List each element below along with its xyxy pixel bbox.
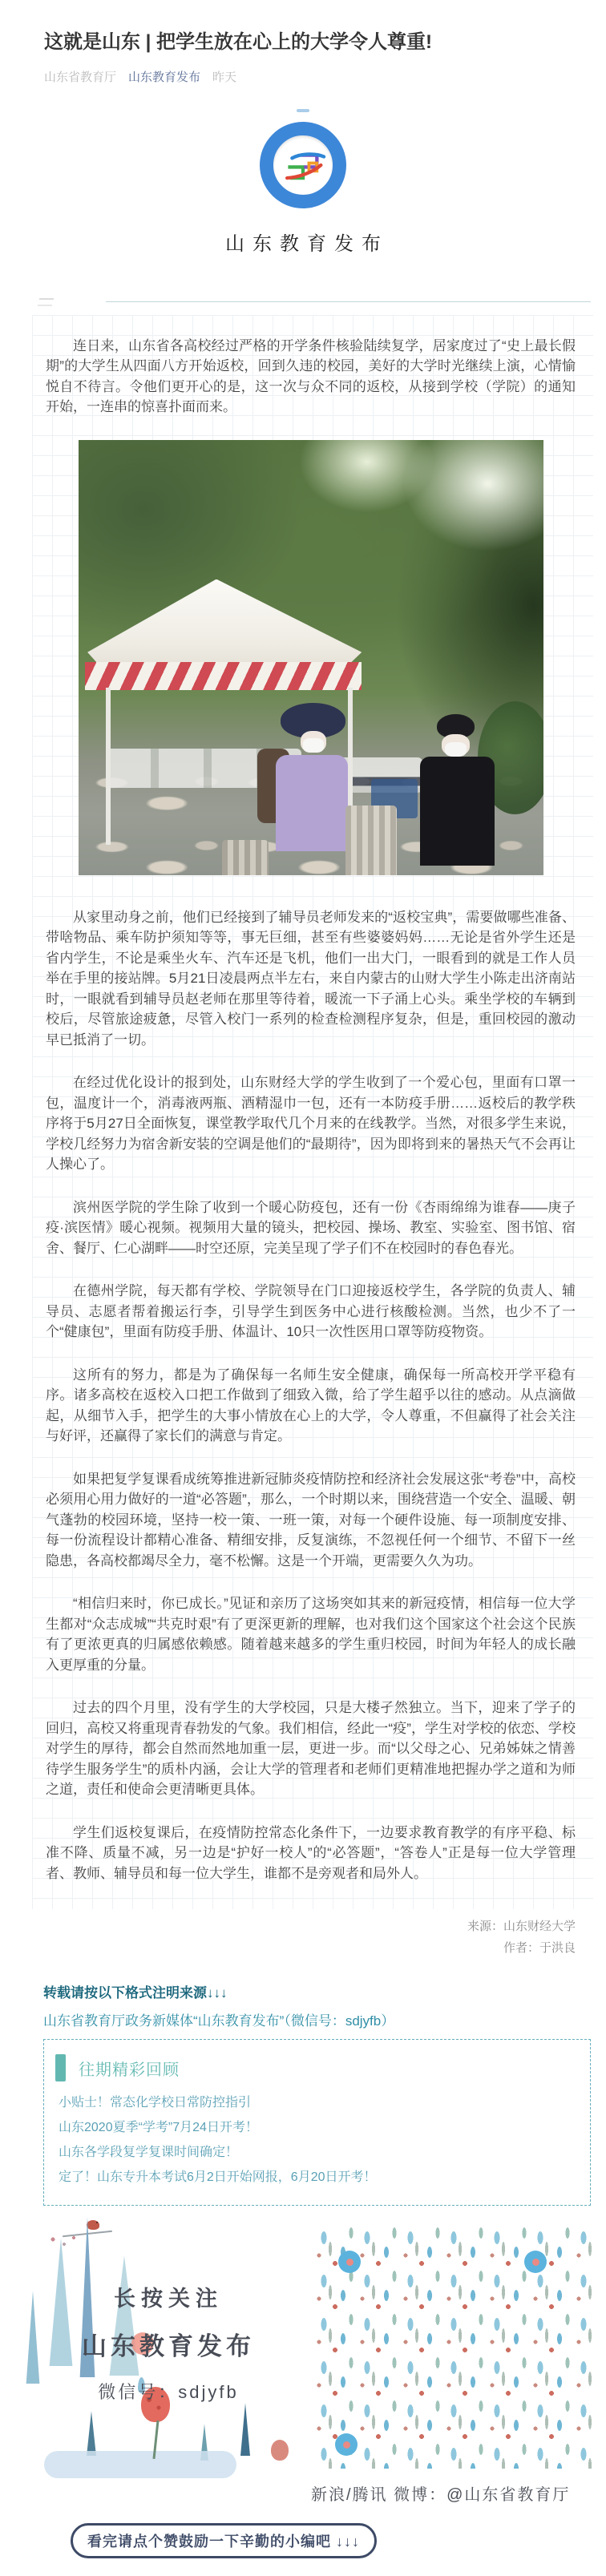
- byline-time: 昨天: [212, 70, 237, 84]
- photo-tent-canopy: [87, 579, 362, 671]
- grass-decor: [240, 2403, 250, 2456]
- recap-link[interactable]: 山东2020夏季“学考”7月24日开考！: [59, 2121, 258, 2135]
- recap-link[interactable]: 定了！山东专升本考试6月2日开始网报，6月20日开考！: [59, 2170, 377, 2185]
- photo-face-mask: [445, 742, 467, 757]
- weibo-account-line: 新浪/腾讯 微博：@山东省教育厅: [311, 2486, 571, 2505]
- recap-accent-bar: [55, 2054, 66, 2081]
- qr-finder-circle: [335, 2433, 358, 2456]
- small-flower: [271, 2440, 289, 2461]
- byline: [44, 68, 574, 85]
- article-paragraph: 这所有的努力，都是为了确保每一名师生安全健康，确保每一所高校开学平稳有序。诸多高校在返校入口把工作做到了细致入微，给了学生超乎以往的感动。从点滴做起，从细节入手，把学生的大事小情放在心上的大学，令人尊重，不但赢得了社会关注与好评，还赢得了家长们的满意与肯定。: [46, 1367, 576, 1444]
- qr-finder-circle: [338, 2251, 361, 2273]
- qr-code-illustration[interactable]: [314, 2227, 592, 2469]
- photo-suitcase: [222, 840, 269, 874]
- account-logo: [260, 122, 346, 208]
- article-paragraph: 滨州医学院的学生除了收到一个暖心防疫包，还有一份《杏雨绵绵为谁春——庚子疫·滨医情》暖心视频。视频用大量的镜头，把校园、操场、教室、实验室、图书馆、宿舍、餐厅、仁心湖畔——时空还原，完美呈现了学子们不在校园时的春色春光。: [46, 1199, 576, 1256]
- ground-decor: [44, 2451, 236, 2478]
- article-paragraph: 从家里动身之前，他们已经接到了辅导员老师发来的“返校宝典”，需要做哪些准备、带啥物品、乘车防护须知等等，事无巨细，甚至有些婆婆妈妈……无论是省外学生还是省内学生，不论是乘坐火车、汽车还是飞机，他们一出大门，一眼看到的就是工作人员举在手里的接站牌。5月21日凌晨两点半左右，来自内蒙古的山财大学生小陈走出济南站时，一眼就看到辅导员赵老师在那里等待着，暖流一下子涌上心头。乘坐学校的车辆到校后，尽管旅途疲惫，尽管入校门一系列的检查检测程序复杂，但是，重回校园的激动早已抵消了一切。: [46, 909, 576, 1048]
- follow-title: 长按关注: [114, 2287, 223, 2312]
- article-paragraph: 在经过优化设计的报到处，山东财经大学的学生收到了一个爱心包，里面有口罩一包，温度计一个，消毒液两瓶、酒精湿巾一包，还有一本防疫手册……返校后的教学秩序将于5月27日全面恢复，课堂教学取代几个月来的在线教学。当然，对很多学生来说，学校几经努力为宿舍新安装的空调是他们的“最期待”，因为即将到来的暑热天气不会再让人操心了。: [46, 1075, 576, 1173]
- article-header: [0, 0, 606, 85]
- photo-suitcase: [345, 806, 397, 875]
- byline-source[interactable]: 山东省教育厅: [44, 70, 117, 84]
- byline-account-link[interactable]: 山东教育发布: [128, 70, 201, 84]
- divider-line: [106, 301, 591, 302]
- logo-top-dash: [297, 109, 309, 112]
- photo-tent-valance: [85, 662, 362, 690]
- photo-student-boy: [420, 757, 495, 866]
- page-title: 这就是山东 | 把学生放在心上的大学令人尊重!: [44, 31, 433, 53]
- qr-finder-circle: [524, 2251, 547, 2273]
- article-body: [32, 315, 593, 1910]
- logo-s-mark: [278, 140, 328, 190]
- grass-decor: [87, 2411, 96, 2456]
- account-logo-block: [0, 109, 606, 256]
- like-prompt-pill: 看完请点个赞鼓励一下辛勤的小编吧 ↓↓↓: [71, 2523, 377, 2558]
- follow-wechat-id: 微信号：sdjyfb: [98, 2382, 239, 2403]
- buds-decor: [48, 2235, 80, 2251]
- article-photo: [79, 440, 543, 875]
- article-credits: [0, 1916, 576, 1959]
- recap-title: 往期精彩回顾: [79, 2061, 180, 2079]
- article-paragraph: 连日来，山东省各高校经过严格的开学条件核验陆续复学，居家度过了“史上最长假期”的大学生从四面八方开始返校，回到久违的校园，美好的大学时光继续上演，心情愉悦自不待言。令他们更开心的是，这一次与众不同的返校，从接到学校（学院）的通知开始，一连串的惊喜扑面而来。: [46, 337, 576, 415]
- article-paragraph: 学生们返校复课后，在疫情防控常态化条件下，一边要求教育教学的有序平稳、标准不降、质量不减，另一边是“护好一校人”的“必答题”，“答卷人”正是每一位大学管理者、教师、辅导员和每一位大学生，谁都不是旁观者和局外人。: [46, 1824, 576, 1881]
- section-divider: [0, 297, 606, 305]
- repost-section: [43, 1981, 591, 2029]
- recap-box: [43, 2039, 591, 2206]
- article-paragraph: 在德州学院，每天都有学校、学院领导在门口迎接返校学生，各学院的负责人、辅导员、志愿者帮着搬运行李，引导学生到医务中心进行核酸检测。当然，也少不了一个“健康包”，里面有防疫手册、体温计、10只一次性医用口罩等防疫物资。: [46, 1283, 576, 1340]
- divider-mark: [38, 298, 54, 306]
- recap-title-row: [55, 2054, 579, 2081]
- article-paragraph: 过去的四个月里，没有学生的大学校园，只是大楼孑然独立。当下，迎来了学子的回归，高校又将重现青春勃发的气象。我们相信，经此一“疫”，学生对学校的依恋、学校对学生的厚待，都会自然而然地加重一层，更进一步。而“以父母之心、兄弟姊妹之情善待学生服务学生”的质朴内涵，会让大学的管理者和老师们更精准地把握办学之道和为师之道，责任和使命会更清晰更具体。: [46, 1700, 576, 1798]
- repost-notice: 转载请按以下格式注明来源↓↓↓: [43, 1985, 228, 2001]
- photo-student-girl: [276, 755, 348, 850]
- follow-account-name: 山东教育发布: [82, 2332, 255, 2361]
- logo-caption: 山东教育发布: [225, 232, 389, 255]
- credit-source: 来源：山东财经大学: [467, 1920, 576, 1934]
- repost-format: 山东省教育厅政务新媒体“山东教育发布”（微信号：sdjyfb）: [43, 2013, 395, 2029]
- credit-author: 作者：于洪良: [503, 1941, 576, 1956]
- article-paragraph: 如果把复学复课看成统筹推进新冠肺炎疫情防控和经济社会发展这张“考卷”中，高校必须用心用力做好的一道“必答题”，那么，一个时期以来，围绕营造一个安全、温暖、朝气蓬勃的校园环境，坚持一校一策、一班一策，对每一个硬件设施、每一项制度安排、每一份流程设计都精心准备、精细安排，反复演练，不忽视任何一个细节、不留下一丝隐患，各高校都竭尽全力，毫不松懈。这是一个开端，更需要久久为功。: [46, 1471, 576, 1569]
- recap-link[interactable]: 山东各学段复学复课时间确定！: [59, 2146, 239, 2160]
- follow-banner: [0, 2214, 606, 2512]
- photo-tent-leg: [106, 688, 111, 844]
- photo-face-mask: [303, 738, 324, 752]
- article-paragraph: “相信归来时，你已成长。”见证和亲历了这场突如其来的新冠疫情，相信每一位大学生都对“众志成城”“共克时艰”有了更深更新的理解，也对我们这个国家这个社会这个民族有了更浓更真的归属感依赖感。随着越来越多的学生重归校园，时间为年轻人的成长融入更厚重的分量。: [46, 1596, 576, 1673]
- recap-link[interactable]: 小贴士！常态化学校日常防控指引: [59, 2096, 252, 2110]
